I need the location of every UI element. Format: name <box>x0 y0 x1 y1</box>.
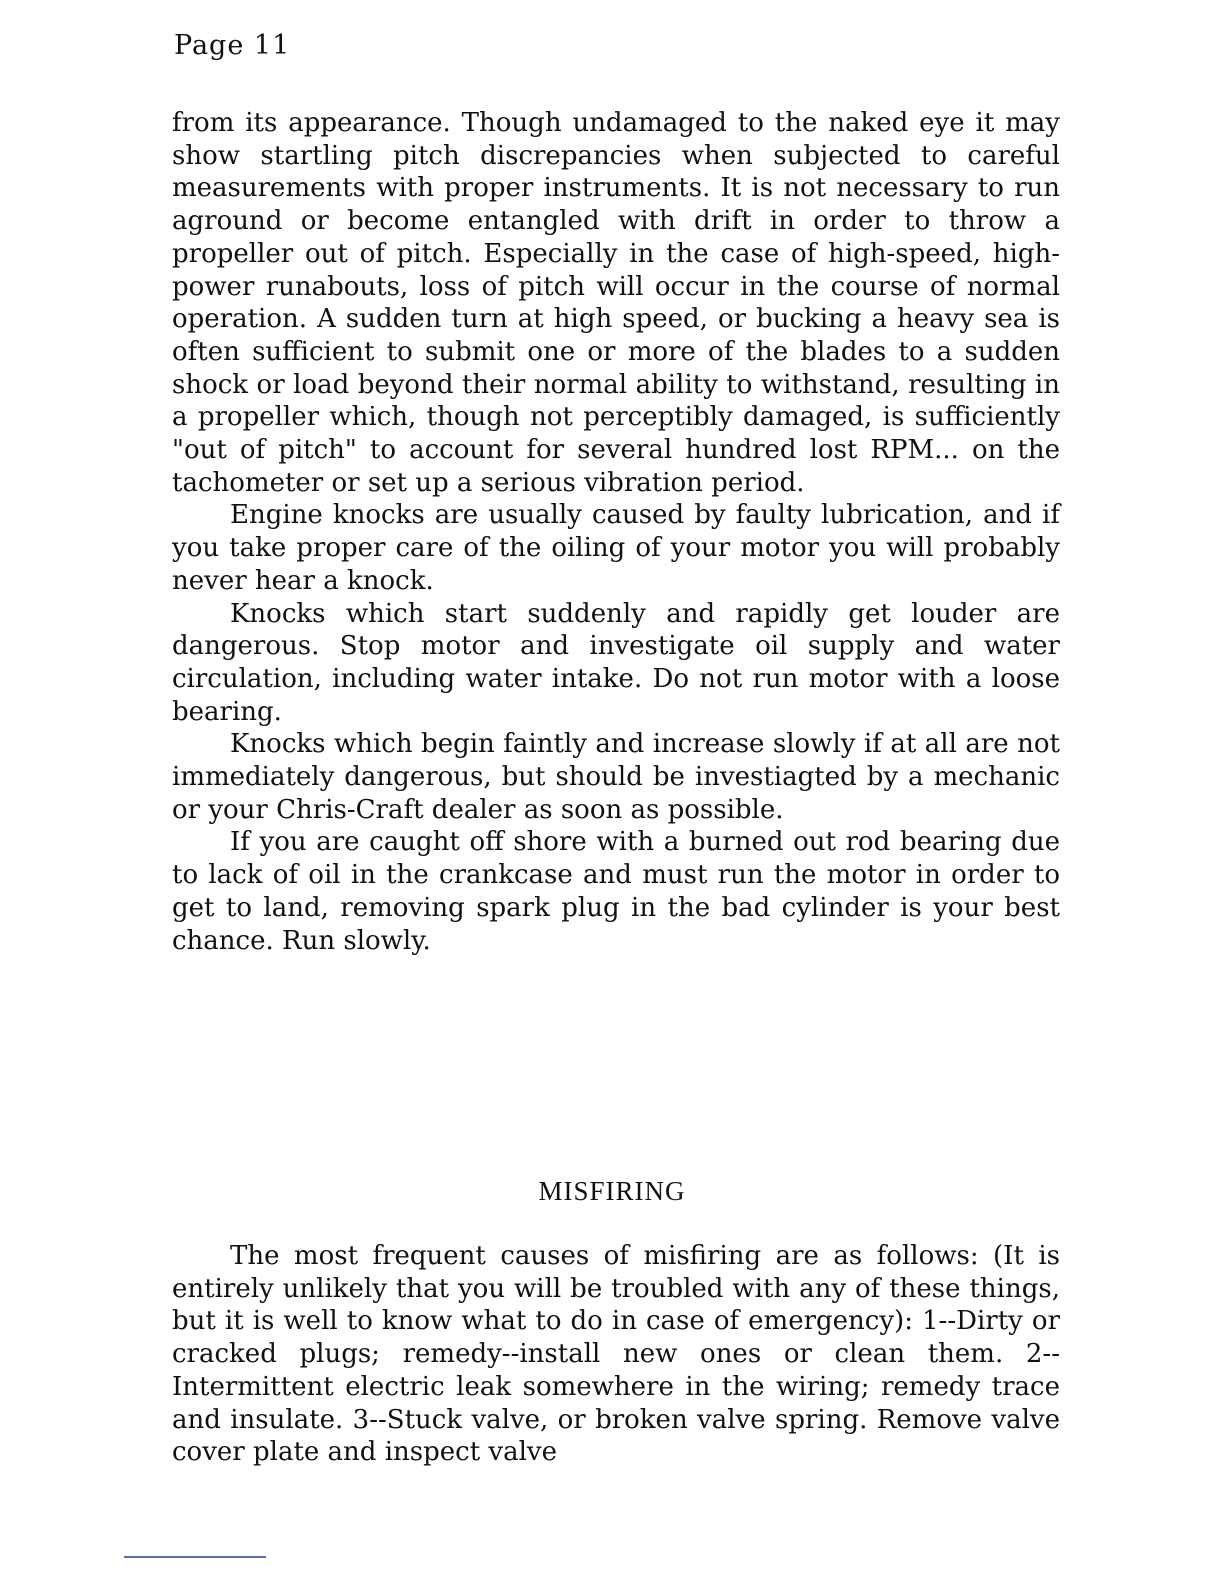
paragraph-propeller-pitch: from its appearance. Though undamaged to the naked eye it may show startling pitch discrepancies when subjected to careful measurements with proper instruments. It is not necessary to run aground or become entangled with drift in order to throw a propeller out of pitch. Especially in the case of high-speed, high-power runabouts, loss of pitch will occur in the course of normal operation. A sudden turn at high speed, or bucking a heavy sea is often sufficient to submit one or more of the blades to a sudden shock or load beyond their normal ability to withstand, resulting in a propeller which, though not perceptibly damaged, is sufficiently "out of pitch" to account for several hundred lost RPM... on the tachometer or set up a serious vibration period. <box>172 108 1060 498</box>
section-heading-misfiring: MISFIRING <box>538 1176 686 1206</box>
paragraph-faint-knocks: Knocks which begin faintly and increase slowly if at all are not immediately dangerous, but should be investiagted by a mechanic or your Chris-Craft dealer as soon as possible. <box>172 729 1060 825</box>
footnote-rule <box>124 1556 266 1558</box>
misfiring-text <box>172 1240 1060 1469</box>
paragraph-misfiring-causes: The most frequent causes of misfiring are as follows: (It is entirely unlikely that you will be troubled with any of these things, but it is well to know what to do in case of emergency): 1--Dirty or cracked plugs; remedy--install new ones or clean them. 2--Intermittent electric leak somewhere in the wiring; remedy trace and insulate. 3--Stuck valve, or broken valve spring. Remove valve cover plate and inspect valve <box>172 1241 1060 1468</box>
paragraph-sudden-knocks: Knocks which start suddenly and rapidly get louder are dangerous. Stop motor and investigate oil supply and water circulation, including water intake. Do not run motor with a loose bearing. <box>172 598 1060 727</box>
paragraph-burned-bearing: If you are caught off shore with a burned out rod bearing due to lack of oil in the crankcase and must run the motor in order to get to land, removing spark plug in the bad cylinder is your best chance. Run slowly. <box>172 827 1060 956</box>
body-text <box>172 107 1060 957</box>
paragraph-engine-knocks: Engine knocks are usually caused by faulty lubrication, and if you take proper care of the oiling of your motor you will probably never hear a knock. <box>172 500 1060 596</box>
page-number: Page 11 <box>174 30 291 61</box>
